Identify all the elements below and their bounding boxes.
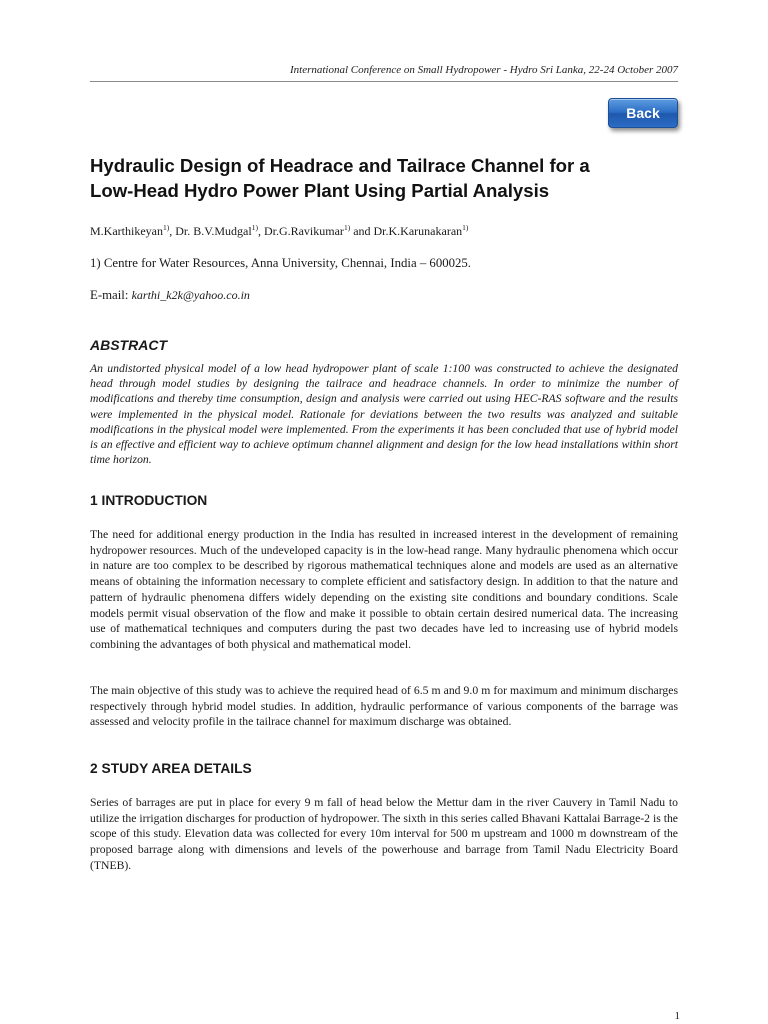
author-separator: ,	[257, 224, 264, 238]
study-area-heading: 2 STUDY AREA DETAILS	[90, 761, 252, 776]
author-separator: and	[350, 224, 374, 238]
running-header: International Conference on Small Hydropower - Hydro Sri Lanka, 22-24 October 2007	[289, 64, 678, 76]
email-address: karthi_k2k@yahoo.co.in	[131, 288, 250, 302]
affiliation-mark: 1)	[162, 223, 170, 232]
study-area-paragraph-1: Series of barrages are put in place for every 9 m fall of head below the Mettur dam in the river Cauvery in Tamil Nadu to utilize the irrigation discharges for production of hydropower. The sixth in this series called Bhavani Kattalai Barrage-2 is the scope of this study. Elevation data was collected for every 10m interval for 500 m upstream and 1000 m downstream of the proposed barrage along with dimensions and levels of the powerhouse and barrage from Tamil Nadu Electricity Board (TNEB).	[90, 796, 678, 872]
title-line-1: Hydraulic Design of Headrace and Tailrace Channel for a	[90, 155, 590, 176]
page-number: 1	[674, 1010, 680, 1022]
affiliation-mark: 1)	[462, 223, 469, 232]
author-list	[90, 223, 690, 239]
abstract-heading: ABSTRACT	[90, 337, 167, 353]
affiliation: 1) Centre for Water Resources, Anna University, Chennai, India – 600025.	[90, 256, 472, 270]
back-button[interactable]: Back	[608, 98, 678, 128]
header-rule	[90, 81, 678, 82]
author-name: Dr. B.V.Mudgal	[175, 224, 252, 238]
introduction-paragraph-1: The need for additional energy production in the India has resulted in increased interest in the development of remaining hydropower resources. Much of the undeveloped capacity is in the low-head range. Many hydraulic phenomena which occur in nature are too complex to be described by rigorous mathematical techniques alone and models are used as an alternative means of obtaining the information necessary to complete efficient and satisfactory design. In addition to that the nature and pattern of hydraulic phenomena differs widely depending on the existing site conditions and boundary conditions. Scale models permit visual observation of the flow and make it possible to obtain certain desired numerical data. The increasing use of mathematical techniques and computers during the past two decades have led to increasing use of hybrid models combining the advantages of both physical and mathematical model.	[90, 528, 678, 651]
paper-title	[90, 153, 690, 203]
title-line-2: Low-Head Hydro Power Plant Using Partial Analysis	[90, 180, 550, 201]
introduction-heading: 1 INTRODUCTION	[90, 493, 208, 508]
author-name: Dr.K.Karunakaran	[373, 224, 463, 238]
email-label: E-mail:	[90, 288, 132, 302]
affiliation-mark: 1)	[251, 223, 258, 232]
abstract-text: An undistorted physical model of a low head hydropower plant of scale 1:100 was constructed to achieve the designated head through model studies by designing the tailrace and headrace channels. In order to minimize the number of modifications and thereby time consumption, design and analysis were carried out using HEC-RAS software and the results were implemented in the physical model. Rationale for deviations between the two results was analyzed and suitable modifications in the physical model were implemented. From the experiments it has been concluded that use of hybrid model is an effective and efficient way to achieve optimum channel alignment and design for the low head installations within short time horizon.	[90, 362, 678, 467]
introduction-paragraph-2: The main objective of this study was to achieve the required head of 6.5 m and 9.0 m for maximum and minimum discharges respectively through hybrid model studies. In addition, hydraulic performance of various components of the barrage was assessed and velocity profile in the tailrace channel for maximum discharge was obtained.	[90, 684, 678, 729]
affiliation-mark: 1)	[343, 223, 351, 232]
author-name: M.Karthikeyan	[90, 224, 163, 238]
author-name: Dr.G.Ravikumar	[263, 224, 344, 238]
author-separator: ,	[169, 224, 176, 238]
email-line	[90, 287, 690, 303]
